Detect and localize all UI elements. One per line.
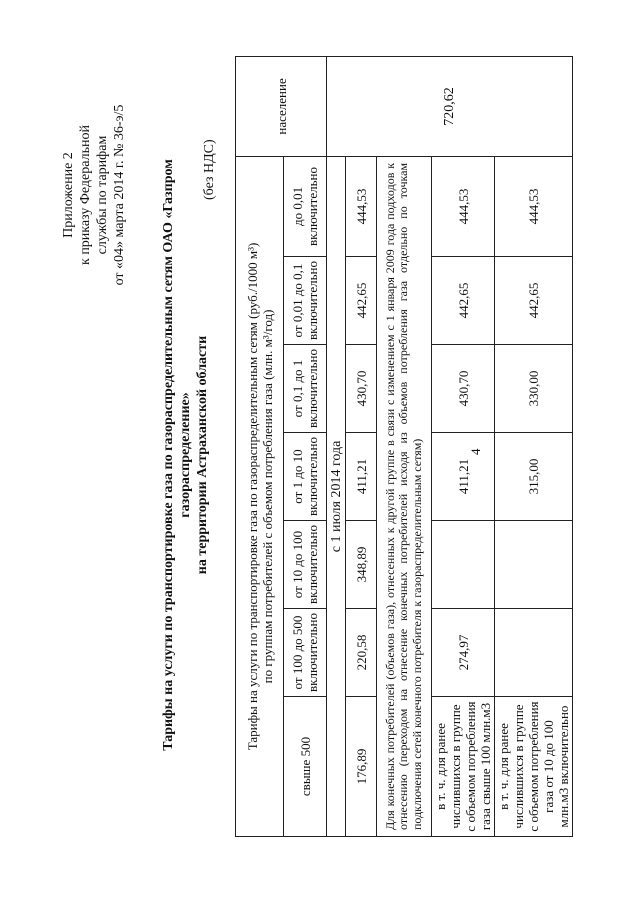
column-header-population: население (236, 56, 327, 156)
sub-row-label: в т. ч. для ранее числившихся в группе с объемом потребления газа от 10 до 100 млн.м3 включительно (495, 697, 573, 837)
table-cell: 444,53 (346, 156, 377, 256)
table-row (495, 56, 573, 836)
table-cell: 430,70 (346, 345, 377, 433)
appendix-line-2: к приказу Федеральной (78, 125, 93, 265)
appendix-block (60, 75, 128, 315)
table-cell (495, 609, 573, 697)
column-header: от 100 до 500 включительно (284, 609, 327, 697)
appendix-line-3: службы по тарифам (95, 135, 110, 255)
table-cell: 444,53 (432, 156, 495, 256)
tariff-table (235, 56, 573, 837)
table-cell: 176,89 (346, 697, 377, 837)
group-header-line-2: по группам потребителей с объемом потребления газа (млн. м³/год) (259, 309, 275, 684)
title-line-2: на территории Астраханской области (195, 335, 210, 575)
table-cell: 411,21 (432, 433, 495, 521)
population-value: 720,62 (327, 56, 573, 156)
table-cell (495, 521, 573, 609)
column-header: свыше 500 (284, 697, 327, 837)
table-cell: 348,89 (346, 521, 377, 609)
vat-note: (без НДС) (202, 139, 217, 200)
group-header-line-1: Тарифы на услуги по транспортировке газа по газораспределительным сетям (руб./1000 м³) (244, 242, 260, 751)
group-header (236, 156, 284, 836)
table-cell: 442,65 (495, 257, 573, 345)
column-header: от 0,01 до 0,1 включительно (284, 257, 327, 345)
table-cell: 442,65 (346, 257, 377, 345)
column-header: от 10 до 100 включительно (284, 521, 327, 609)
table-cell: 274,97 (432, 609, 495, 697)
title-line-1: Тарифы на услуги по транспортировке газа по газораспределительным сетям ОАО «Газпром газораспределение» (161, 159, 193, 751)
appendix-line-1: Приложение 2 (61, 152, 76, 238)
document-title (160, 95, 211, 815)
table-cell: 411,21 (346, 433, 377, 521)
table-row (346, 56, 377, 836)
table-row (432, 56, 495, 836)
table-cell: 220,58 (346, 609, 377, 697)
column-header: от 0,1 до 1 включительно (284, 345, 327, 433)
table-cell: 444,53 (495, 156, 573, 256)
table-cell: 330,00 (495, 345, 573, 433)
table-cell: 430,70 (432, 345, 495, 433)
table-cell: 442,65 (432, 257, 495, 345)
appendix-line-4: от «04» марта 2014 г. № 36-э/5 (112, 104, 127, 286)
column-header: до 0,01 включительно (284, 156, 327, 256)
period-row: с 1 июля 2014 года (327, 156, 346, 836)
table-cell (432, 521, 495, 609)
sub-row-label: в т. ч. для ранее числившихся в группе с объемом потребления газа свыше 100 млн.м3 (432, 697, 495, 837)
page-number: 4 (468, 448, 483, 455)
table-cell: 315,00 (495, 433, 573, 521)
note-row: Для конечных потребителей (объемов газа), отнесенных к другой группе в связи с изменением с 1 января 2009 года подходов к отнесению (переходом на отнесение конечных потребителей исходя из объемов потребления газа отдельно по точкам подключения сетей конечного потребителя к газораспределительным сетям) (377, 156, 432, 836)
column-header: от 1 до 10 включительно (284, 433, 327, 521)
